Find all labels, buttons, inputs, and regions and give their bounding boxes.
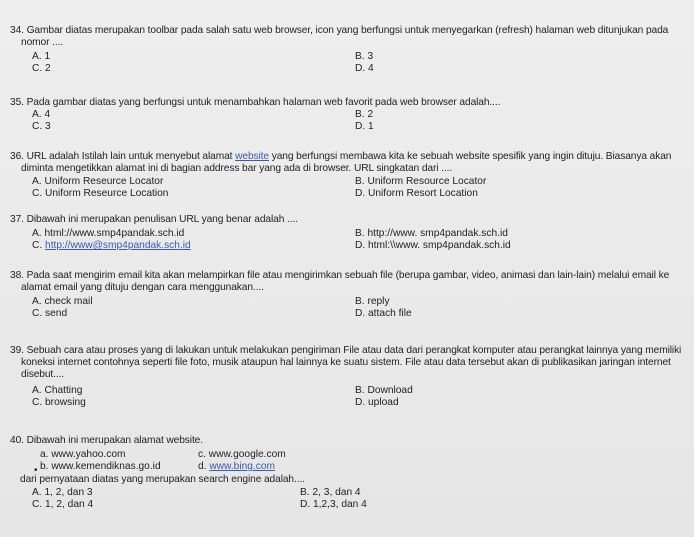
question-38 [10, 270, 686, 320]
question-text: Dibawah ini merupakan penulisan URL yang benar adalah .... [26, 214, 298, 225]
option-d[interactable]: D. Uniform Resort Location [355, 188, 478, 199]
option-d[interactable]: D. html:\\www. smp4pandak.sch.id [355, 240, 511, 251]
question-number: 38. [10, 270, 24, 281]
option-b[interactable]: B. 2, 3, dan 4 [300, 487, 361, 498]
question-number: 39. [10, 345, 24, 356]
question-text: Gambar diatas merupakan toolbar pada salah satu web browser, icon yang berfungsi untuk menyegarkan (refresh) halaman web ditunjukan pada nomor .... [21, 25, 669, 48]
question-34 [10, 25, 686, 75]
option-d[interactable]: D. 1,2,3, dan 4 [300, 499, 367, 510]
option-a[interactable]: A. 4 [32, 109, 51, 120]
website-link[interactable]: website [235, 151, 269, 162]
option-b[interactable]: B. http://www. smp4pandak.sch.id [355, 228, 508, 239]
option-a[interactable]: A. 1, 2, dan 3 [32, 487, 93, 498]
bullet-mark: • [34, 465, 38, 476]
option-b[interactable]: B. 2 [355, 109, 374, 120]
option-d[interactable]: D. upload [355, 397, 399, 408]
option-c[interactable]: C. send [32, 308, 68, 319]
website-item-d [198, 461, 275, 473]
question-35 [10, 97, 686, 133]
option-c[interactable]: C. browsing [32, 397, 86, 408]
option-c-link[interactable]: http://www@smp4pandak.sch.id [45, 240, 191, 251]
question-number: 37. [10, 214, 24, 225]
question-36 [10, 151, 686, 200]
question-40 [10, 435, 686, 511]
question-39 [10, 345, 686, 409]
website-item-d-label: d. [198, 461, 210, 472]
option-a[interactable]: A. Chatting [32, 385, 83, 396]
option-b[interactable]: B. reply [355, 296, 390, 307]
website-item-c: c. www.google.com [198, 449, 286, 460]
option-a[interactable]: A. html://www.smp4pandak.sch.id [32, 228, 185, 239]
question-37 [10, 214, 686, 252]
question-text-2: dari pernyataan diatas yang merupakan search engine adalah.... [20, 474, 305, 485]
option-c[interactable]: C. Uniform Reseurce Location [32, 188, 169, 199]
option-a[interactable]: A. Uniform Reseurce Locator [32, 176, 164, 187]
option-b[interactable]: B. 3 [355, 51, 374, 62]
option-a[interactable]: A. check mail [32, 296, 93, 307]
website-item-b: b. www.kemendiknas.go.id [40, 461, 161, 472]
question-text: Pada gambar diatas yang berfungsi untuk menambahkan halaman web favorit pada web browser adalah.... [26, 97, 501, 108]
option-c[interactable]: C. 1, 2, dan 4 [32, 499, 94, 510]
option-a[interactable]: A. 1 [32, 51, 51, 62]
question-number: 35. [10, 97, 24, 108]
question-number: 36. [10, 151, 24, 162]
question-text: Dibawah ini merupakan alamat website. [26, 435, 203, 446]
website-item-d-link[interactable]: www.bing.com [209, 461, 276, 472]
question-text-end: yang berfungsi membawa kita ke sebuah website spesifik yang ingin dituju. Biasanya akan diminta mengetikkan alamat ini di bagian address bar yang ada di browser. URL singkatan dari .... [21, 151, 672, 174]
question-text-start: URL adalah Istilah lain untuk menyebut alamat [26, 151, 236, 162]
option-c[interactable] [32, 240, 191, 252]
option-b[interactable]: B. Uniform Resource Locator [355, 176, 487, 187]
option-c[interactable]: C. 2 [32, 63, 51, 74]
option-c-label: C. [32, 240, 46, 251]
option-b[interactable]: B. Download [355, 385, 413, 396]
option-d[interactable]: D. attach file [355, 308, 412, 319]
question-number: 34. [10, 25, 24, 36]
option-d[interactable]: D. 1 [355, 121, 374, 132]
option-c[interactable]: C. 3 [32, 121, 51, 132]
option-d[interactable]: D. 4 [355, 63, 374, 74]
question-number: 40. [10, 435, 24, 446]
question-text: Pada saat mengirim email kita akan melampirkan file atau mengirimkan sebuah file (berupa gambar, video, animasi dan lain-lain) melalui email ke alamat email yang dituju dengan cara menggunakan.... [21, 270, 670, 293]
website-item-a: a. www.yahoo.com [40, 449, 126, 460]
question-text: Sebuah cara atau proses yang di lakukan untuk melakukan pengiriman File atau data dari perangkat komputer atau perangkat lainnya yang memiliki koneksi internet contohnya seperti file foto, musik ataupun hal lainnya ke suatu sistem. File atau data tersebut akan di publikasikan jaringan internet disebut.... [21, 345, 682, 380]
